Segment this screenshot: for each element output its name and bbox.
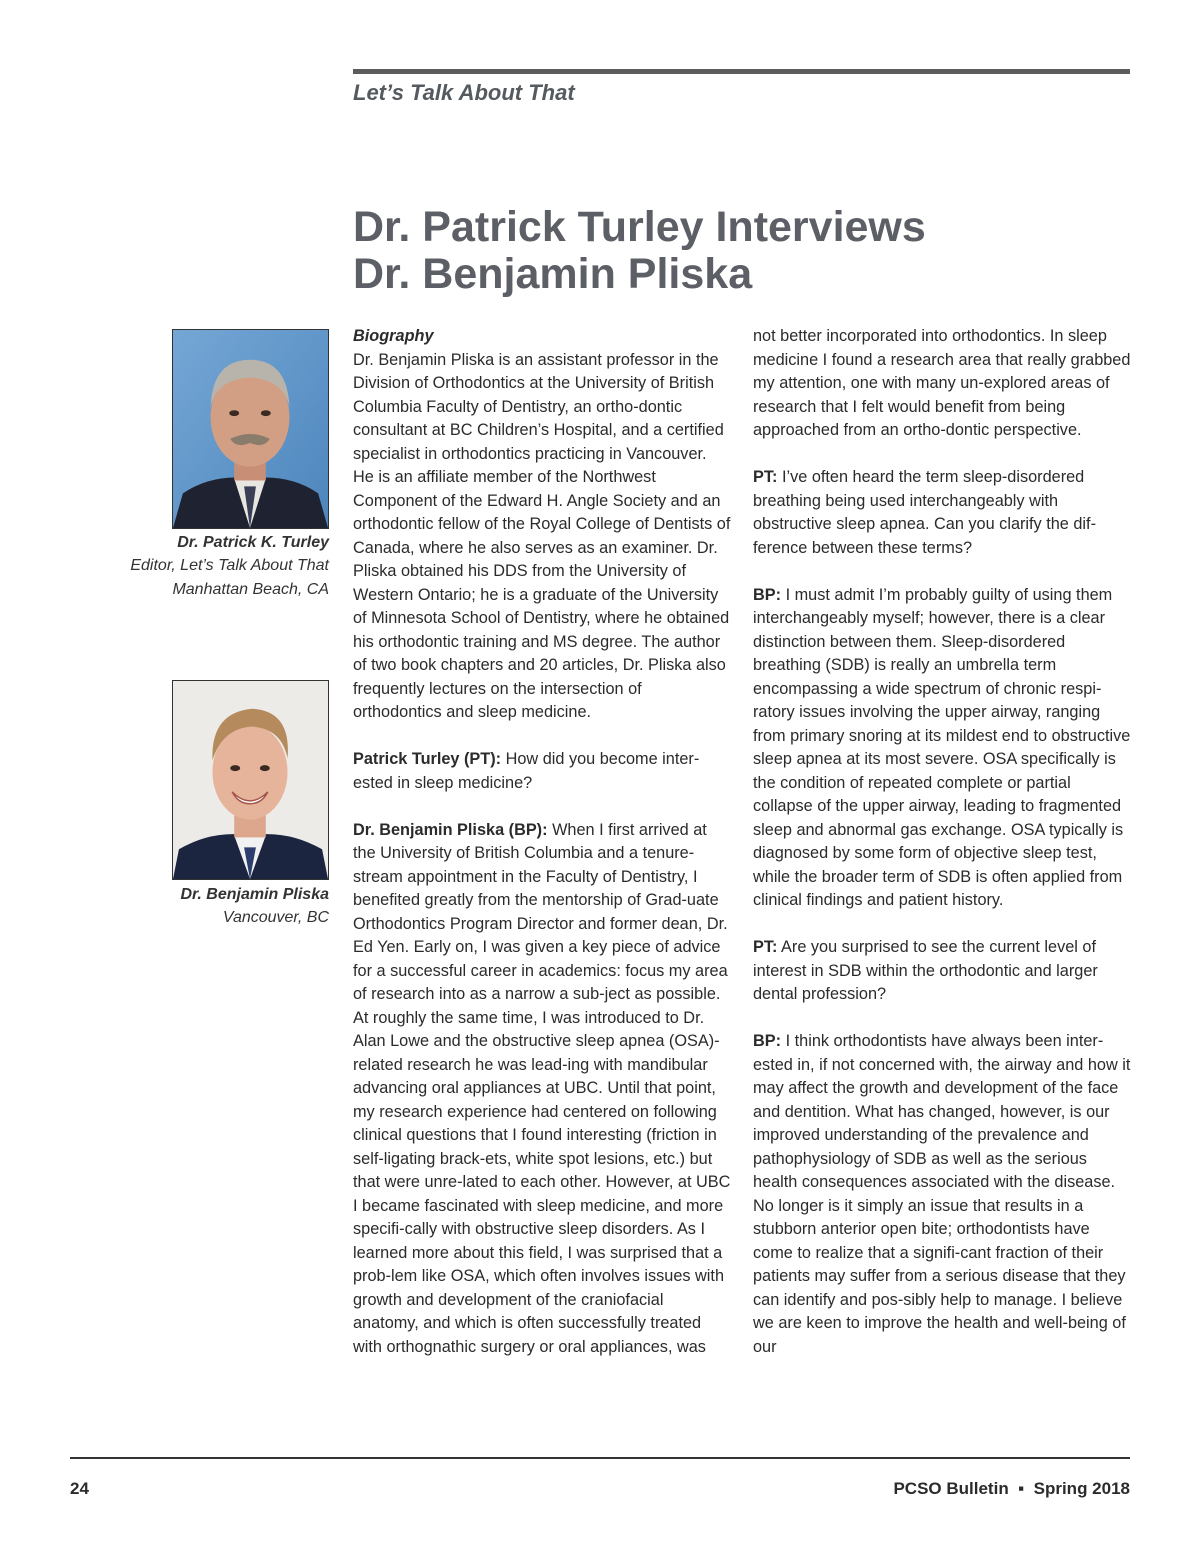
article-column-right — [753, 325, 1131, 1383]
pliska-caption-name: Dr. Benjamin Pliska — [180, 886, 329, 903]
question-3-speaker: PT: — [753, 938, 778, 956]
question-3 — [753, 936, 1131, 1007]
answer-2-text: I must admit I’m probably guilty of using them interchangeably myself; however, there is a clear distinction between them. Sleep-disordered breathing (SDB) is really an umbrella term encompassing a wide spectrum of chronic respi-ratory issues involving the upper airway, ranging from primary snoring at its mildest end to obstructive sleep apnea at its most severe. OSA specifically is the condition of repeated complete or partial collapse of the upper airway, leading to fragmented sleep and abnormal gas exchange. OSA typically is diagnosed by some form of objective sleep test, while the broader term of SDB is often applied from clinical findings and patient history. — [753, 585, 1131, 909]
question-2-speaker: PT: — [753, 468, 778, 486]
answer-1-continued: not better incorporated into orthodontics. In sleep medicine I found a research area that really grabbed my attention, one with many un-explored areas of research that I felt would benefit from being approached from an ortho-dontic perspective. — [753, 327, 1131, 439]
turley-caption-location: Manhattan Beach, CA — [172, 580, 329, 598]
answer-3-text: I think orthodontists have always been inter-ested in, if not concerned with, the airway and how it may affect the growth and development of the face and dentition. What has changed, however, is our improved understanding of the prevalence and pathophysiology of SDB as well as the serious health consequences associated with the disease. No longer is it simply an issue that results in a stubborn anterior open bite; orthodontists have come to realize that a signifi-cant fraction of their patients may suffer from a serious disease that they can identify and pos-sibly help to manage. I believe we are keen to improve the health and well-being of our — [753, 1032, 1131, 1356]
pliska-photo — [172, 680, 329, 880]
footer-rule — [70, 1457, 1130, 1459]
answer-3-speaker: BP: — [753, 1032, 782, 1050]
biography-text: Dr. Benjamin Pliska is an assistant professor in the Division of Orthodontics at the University of British Columbia Faculty of Dentistry, an ortho-dontic consultant at BC Children’s Hospital, and a certified specialist in orthodontics practicing in Vancouver. He is an affiliate member of the Northwest Component of the Edward H. Angle Society and an orthodontic fellow of the Royal College of Dentists of Canada, where he also serves as an examiner. Dr. Pliska obtained his DDS from the University of Western Ontario; he is a graduate of the University of Minnesota School of Dentistry, where he obtained his orthodontic training and MS degree. The author of two book chapters and 20 articles, Dr. Pliska also frequently lectures on the intersection of orthodontics and sleep medicine. — [353, 350, 731, 721]
pliska-caption — [180, 883, 329, 930]
question-3-text: Are you surprised to see the current level of interest in SDB within the orthodontic and larger dental profession? — [753, 938, 1098, 1003]
answer-1 — [353, 819, 731, 1360]
turley-caption-role: Editor, Let’s Talk About That — [130, 557, 329, 575]
answer-2 — [753, 584, 1131, 913]
answer-1-text: When I first arrived at the University of British Columbia and a tenure-stream appointment in the Faculty of Dentistry, I benefited greatly from the mentorship of Grad-uate Orthodontics Program Director and former dean, Dr. Ed Yen. Early on, I was given a key piece of advice for a successful career in academics: focus my area of research into as a narrow a sub-ject as possible. At roughly the same time, I was introduced to Dr. Alan Lowe and the obstructive sleep apnea (OSA)-related research he was lead-ing with mandibular advancing oral appliances at UBC. Until that point, my research experience had centered on following clinical questions that I found interesting (friction in self-ligating brack-ets, white spot lesions, etc.) but that were unre-lated to each other. However, at UBC I became fascinated with sleep medicine, and more specifi-cally with obstructive sleep disorders. As I learned more about this field, I was surprised that a prob-lem like OSA, which often involves issues with growth and development of the craniofacial anatomy, and which is often successfully treated with orthognathic surgery or oral appliances, was — [353, 820, 731, 1356]
page-number: 24 — [70, 1479, 89, 1498]
question-1-text: How did you become inter-ested in sleep medicine? — [353, 750, 700, 792]
section-label: Let’s Talk About That — [353, 80, 575, 105]
pliska-caption-location: Vancouver, BC — [222, 909, 329, 927]
turley-caption — [130, 531, 329, 601]
article-title — [353, 204, 1130, 298]
question-2-text: I’ve often heard the term sleep-disordered breathing being used interchangeably with obstructive sleep apnea. Can you clarify the dif-ference between these terms? — [753, 468, 1096, 557]
publication-footer: PCSO Bulletin ▪ Spring 2018 — [893, 1479, 1130, 1498]
biography-heading: Biography — [353, 327, 434, 345]
answer-2-speaker: BP: — [753, 585, 782, 604]
turley-photo — [172, 329, 329, 529]
turley-caption-name: Dr. Patrick K. Turley — [177, 534, 329, 551]
header-rule — [353, 69, 1130, 74]
answer-3 — [753, 1030, 1131, 1359]
question-1 — [353, 748, 731, 795]
question-1-speaker: Patrick Turley (PT): — [353, 750, 502, 768]
answer-1-speaker: Dr. Benjamin Pliska (BP): — [353, 820, 548, 839]
question-2 — [753, 466, 1131, 560]
title-line-1: Dr. Patrick Turley Interviews — [353, 203, 926, 251]
article-column-left — [353, 325, 731, 1383]
title-line-2: Dr. Benjamin Pliska — [353, 250, 753, 298]
